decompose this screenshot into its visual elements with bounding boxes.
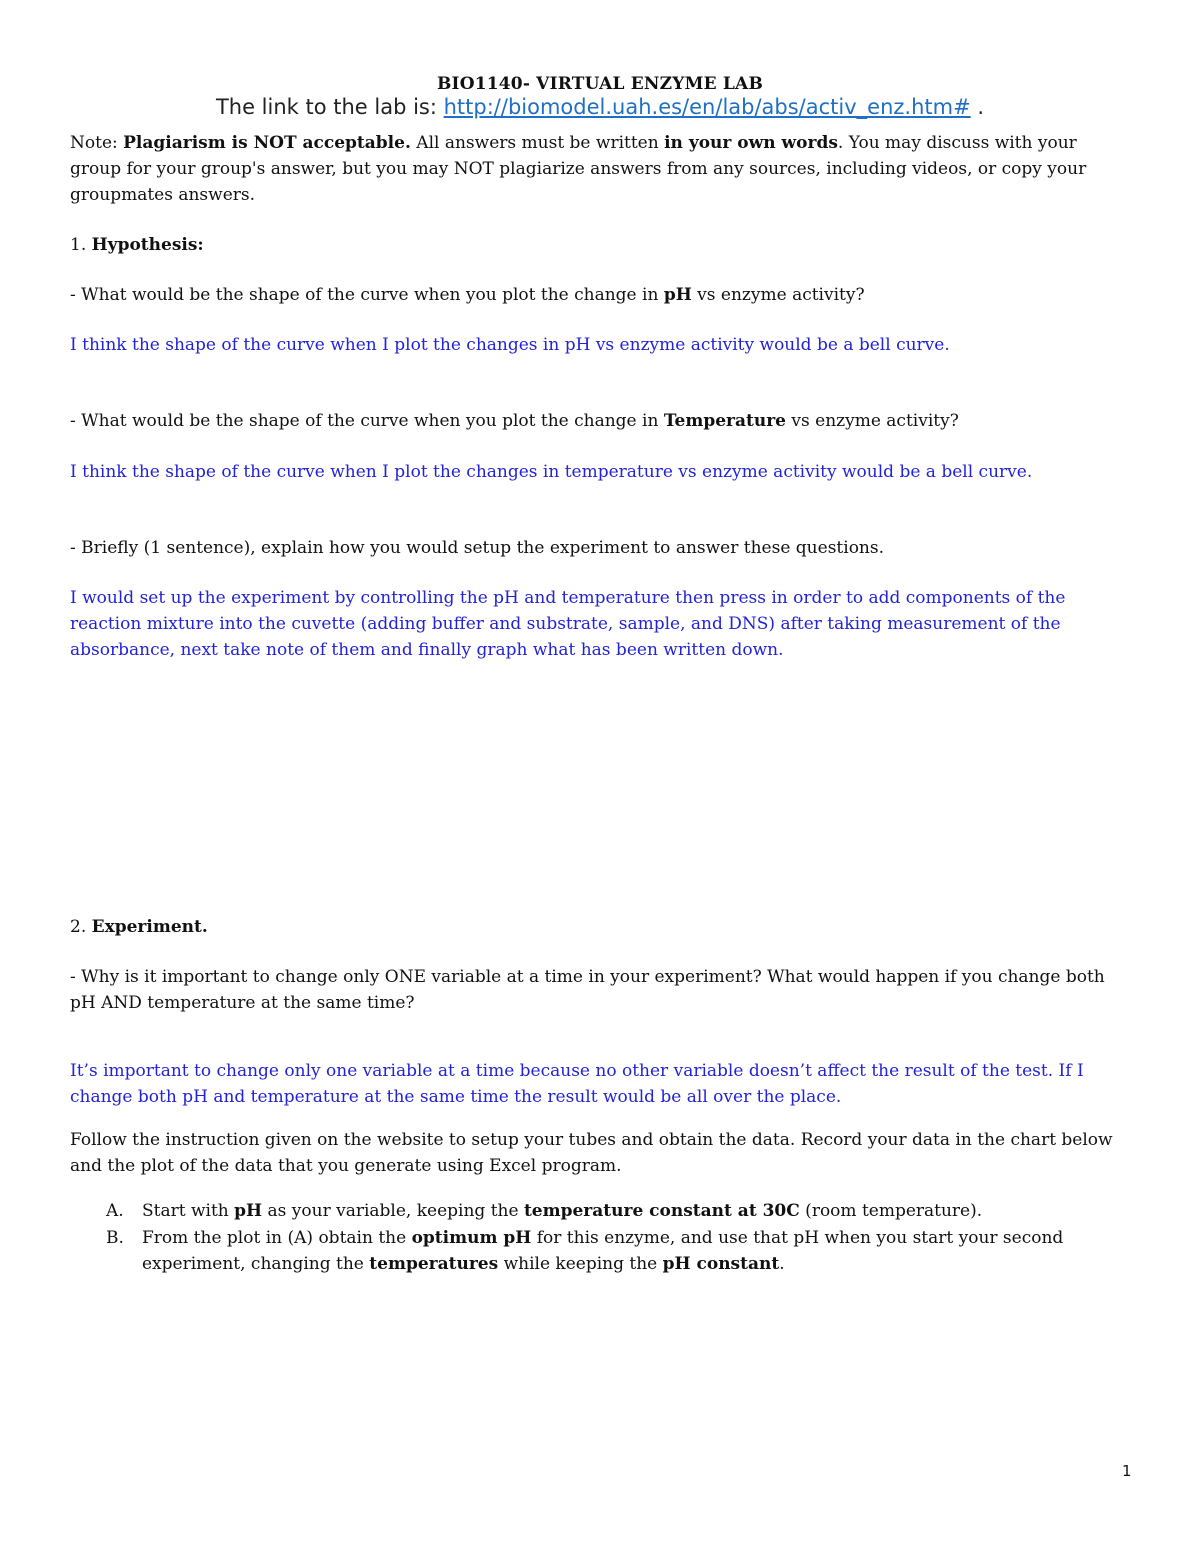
note-bold-own-words: in your own words: [664, 133, 838, 153]
answer-temperature: I think the shape of the curve when I plot the changes in temperature vs enzyme activity would be a bell curve.: [70, 462, 1033, 482]
list-text: Start with: [142, 1201, 235, 1221]
section-number: 1.: [70, 235, 92, 255]
list-text: for this enzyme, and use that pH when you start your second experiment, changing the: [142, 1228, 1064, 1274]
link-prefix: The link to the lab is:: [215, 95, 444, 119]
list-text: as your variable, keeping the: [262, 1201, 524, 1221]
lab-link-line: [0, 95, 1200, 119]
question-one-variable: - Why is it important to change only ONE variable at a time in your experiment? What would happen if you change both pH AND temperature at the same time?: [70, 967, 1105, 1013]
answer-one-variable: It’s important to change only one variable at a time because no other variable doesn’t affect the result of the test. If I change both pH and temperature at the same time the result would be all over the place.: [70, 1061, 1084, 1107]
list-bold: temperatures: [369, 1254, 499, 1274]
list-marker: B.: [106, 1228, 124, 1248]
list-bold: pH: [234, 1201, 263, 1221]
question-text: - What would be the shape of the curve when you plot the change in: [70, 411, 664, 431]
section-heading: Experiment.: [91, 917, 208, 937]
page-number: 1: [1122, 1462, 1132, 1480]
list-item-text: [142, 1198, 1136, 1224]
list-item-b: [106, 1225, 1136, 1277]
plagiarism-note: [70, 130, 1132, 208]
page-title: BIO1140- VIRTUAL ENZYME LAB: [436, 74, 764, 94]
section-experiment-heading: [70, 914, 1132, 940]
lab-link[interactable]: http://biomodel.uah.es/en/lab/abs/activ_enz.htm#: [443, 95, 971, 119]
list-item-a: [106, 1198, 1136, 1224]
question-text: - What would be the shape of the curve when you plot the change in: [70, 285, 664, 305]
instructions: Follow the instruction given on the website to setup your tubes and obtain the data. Record your data in the chart below and the plot of the data that you generate using Excel program.: [70, 1130, 1113, 1176]
question-temperature: [70, 408, 1132, 434]
list-item-text: [142, 1225, 1136, 1277]
link-suffix: .: [970, 95, 985, 119]
question-setup: - Briefly (1 sentence), explain how you would setup the experiment to answer these questions.: [70, 538, 884, 558]
list-text: while keeping the: [498, 1254, 663, 1274]
note-bold-plagiarism: Plagiarism is NOT acceptable.: [123, 133, 411, 153]
question-ph: [70, 282, 1132, 308]
answer-setup: I would set up the experiment by controlling the pH and temperature then press in order to add components of the reaction mixture into the cuvette (adding buffer and substrate, sample, and DNS) after taking measurement of the absorbance, next take note of them and finally graph what has been written down.: [70, 588, 1066, 660]
list-bold: optimum pH: [411, 1228, 532, 1248]
question-text-end: vs enzyme activity?: [786, 411, 959, 431]
list-marker: A.: [106, 1201, 124, 1221]
section-hypothesis-heading: [70, 232, 1132, 258]
list-text: (room temperature).: [799, 1201, 983, 1221]
list-text: From the plot in (A) obtain the: [142, 1228, 412, 1248]
list-text: .: [779, 1254, 785, 1274]
note-text: All answers must be written: [410, 133, 665, 153]
list-bold: pH constant: [662, 1254, 780, 1274]
answer-ph: I think the shape of the curve when I plot the changes in pH vs enzyme activity would be a bell curve.: [70, 335, 950, 355]
list-bold: temperature constant at 30C: [523, 1201, 800, 1221]
question-bold: pH: [663, 285, 692, 305]
note-label: Note:: [70, 133, 124, 153]
note-text-rest: . You may discuss with your group for your group's answer, but you may NOT plagiarize answers from any sources, including videos, or copy your groupmates answers.: [70, 133, 1087, 205]
section-number: 2.: [70, 917, 92, 937]
question-bold: Temperature: [663, 411, 786, 431]
question-text-end: vs enzyme activity?: [691, 285, 865, 305]
section-heading: Hypothesis:: [91, 235, 204, 255]
